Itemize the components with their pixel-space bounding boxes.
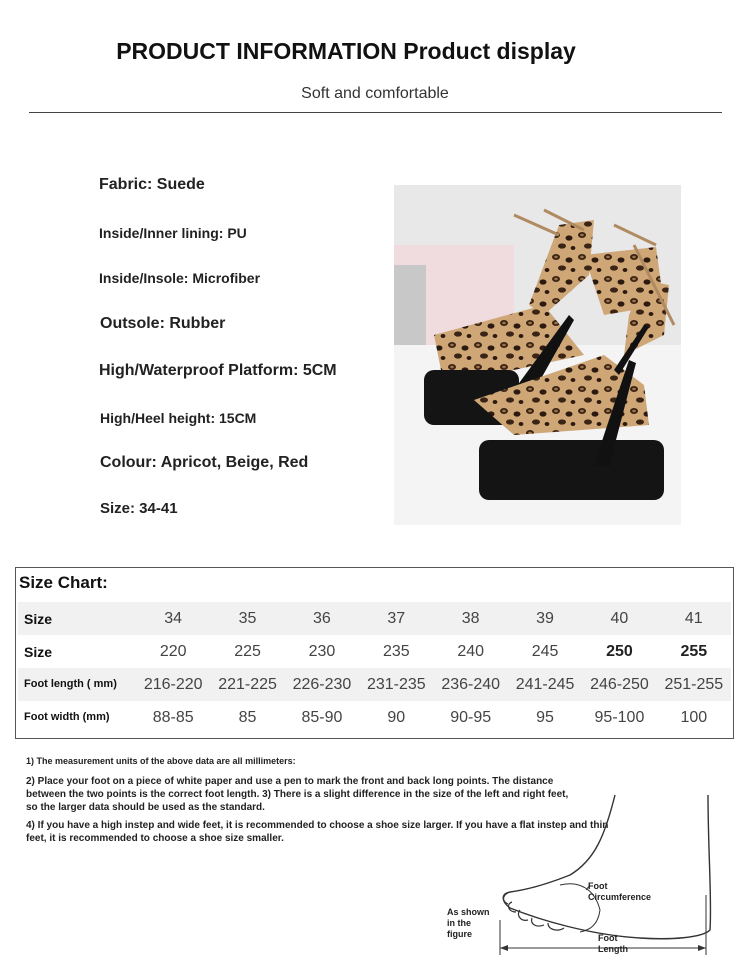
table-row: [18, 668, 731, 701]
foot-diagram: [440, 790, 740, 970]
header-divider: [29, 112, 722, 113]
table-cell: 95-100: [594, 708, 645, 726]
table-cell: 85: [238, 708, 257, 726]
spec-size: Size: 34-41: [100, 500, 178, 517]
spec-platform: High/Waterproof Platform: 5CM: [99, 362, 337, 379]
table-cell: 40: [582, 602, 656, 635]
table-cell: 39: [508, 602, 582, 635]
page-title: PRODUCT INFORMATION Product display: [116, 38, 576, 64]
table-row: [18, 602, 731, 635]
table-cell: 235: [382, 642, 410, 660]
table-cell: 95: [536, 708, 554, 726]
size-chart: [15, 567, 734, 739]
row-label: Foot width (mm): [24, 711, 110, 723]
table-cell: 35: [210, 602, 284, 635]
table-cell: 36: [285, 602, 359, 635]
row-label: Foot length ( mm): [18, 668, 136, 701]
diagram-circumference-label: Foot Circumference: [588, 881, 652, 902]
table-cell: 225: [234, 642, 261, 660]
note-measure: 2) Place your foot on a piece of white paper and use a pen to mark the front and back long points. The distance between the two points is the correct foot length. 3) There is a slight difference in the size of the left and right feet, so the larger data should be used as the standard.: [26, 776, 569, 813]
table-cell: 88-85: [152, 708, 194, 726]
table-cell: 85-90: [301, 708, 343, 726]
row-label: Size: [24, 643, 53, 660]
spec-colour: Colour: Apricot, Beige, Red: [100, 454, 309, 471]
table-cell: 231-235: [359, 668, 433, 701]
table-cell: 221-225: [210, 668, 284, 701]
table-cell: 241-245: [508, 668, 582, 701]
table-row: [18, 701, 731, 734]
table-cell: 240: [457, 642, 485, 660]
table-cell: 38: [434, 602, 508, 635]
table-cell: 255: [680, 642, 708, 660]
size-chart-title: Size Chart:: [19, 573, 108, 592]
row-label: Size: [18, 602, 136, 635]
table-cell: 250: [606, 642, 633, 660]
size-table: [18, 602, 731, 734]
table-cell: 90-95: [450, 708, 492, 726]
note-instep: 4) If you have a high instep and wide feet, it is recommended to choose a shoe size larger. If you have a flat instep and thin feet, it is recommended to choose a shoe size smaller.: [26, 820, 609, 844]
table-cell: 236-240: [434, 668, 508, 701]
diagram-as-shown-label: As shown in the figure: [447, 907, 490, 939]
table-cell: 226-230: [285, 668, 359, 701]
table-cell: 37: [359, 602, 433, 635]
diagram-length-label: Foot Length: [598, 933, 628, 954]
table-cell: 34: [136, 602, 210, 635]
table-cell: 220: [159, 642, 187, 660]
spec-insole: Inside/Insole: Microfiber: [99, 270, 261, 286]
table-cell: 41: [657, 602, 731, 635]
table-cell: 216-220: [136, 668, 210, 701]
table-cell: 251-255: [657, 668, 731, 701]
note-units: 1) The measurement units of the above data are all millimeters:: [26, 756, 296, 766]
table-cell: 100: [680, 708, 708, 726]
spec-fabric: Fabric: Suede: [99, 176, 205, 193]
table-cell: 90: [387, 708, 406, 726]
spec-heel-height: High/Heel height: 15CM: [100, 410, 257, 426]
page-subtitle: Soft and comfortable: [301, 85, 449, 102]
table-cell: 246-250: [582, 668, 656, 701]
product-photo: [394, 185, 681, 525]
table-cell: 245: [531, 642, 559, 660]
table-cell: 230: [308, 642, 336, 660]
table-row: [18, 635, 731, 668]
spec-inner-lining: Inside/Inner lining: PU: [99, 225, 247, 241]
spec-outsole: Outsole: Rubber: [100, 315, 226, 332]
